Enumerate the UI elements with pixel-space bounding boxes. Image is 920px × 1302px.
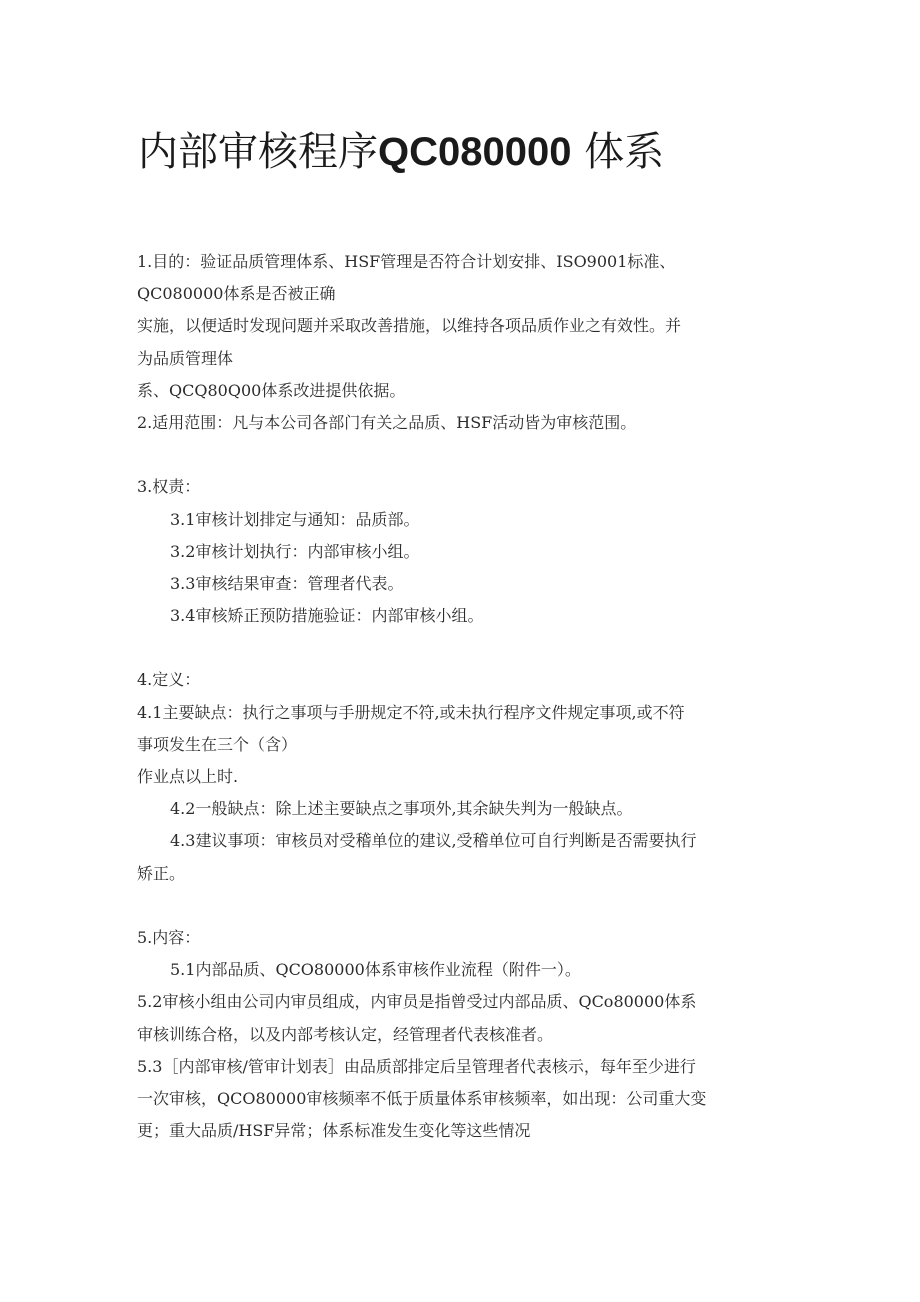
title-chinese-suffix: 体系 bbox=[571, 129, 665, 175]
body-line: 4.3建议事项：审核员对受稽单位的建议,受稽单位可自行判断是否需要执行 bbox=[170, 831, 697, 851]
blank-line bbox=[137, 439, 787, 471]
document-title bbox=[138, 126, 838, 178]
title-chinese-prefix: 内部审核程序 bbox=[138, 129, 378, 175]
body-line: 4.1主要缺点：执行之事项与手册规定不符,或未执行程序文件规定事项,或不符 bbox=[137, 702, 685, 722]
body-line: 5.内容： bbox=[137, 927, 201, 947]
body-line: 3.2审核计划执行：内部审核小组。 bbox=[170, 541, 420, 561]
body-line: 2.适用范围：凡与本公司各部门有关之品质、HSF活动皆为审核范围。 bbox=[137, 412, 637, 432]
body-line: 作业点以上时. bbox=[137, 767, 239, 786]
body-line: 3.权责： bbox=[137, 477, 201, 497]
body-line: 实施，以便适时发现问题并采取改善措施，以维持各项品质作业之有效性。并 bbox=[137, 316, 682, 336]
body-line: 审核训练合格，以及内部考核认定，经管理者代表核准者。 bbox=[137, 1024, 554, 1044]
body-line: 5.1内部品质、QCO80000体系审核作业流程（附件一）。 bbox=[170, 960, 581, 980]
body-line: QC080000体系是否被正确 bbox=[137, 284, 336, 304]
body-line: 3.1审核计划排定与通知：品质部。 bbox=[170, 509, 420, 529]
title-standard-code: QC080000 bbox=[378, 130, 572, 174]
document-body bbox=[137, 246, 787, 1147]
body-line: 1.目的：验证品质管理体系、HSF管理是否符合计划安排、ISO9001标准、 bbox=[137, 252, 676, 271]
body-line: 更；重大品质/HSF异常；体系标准发生变化等这些情况 bbox=[137, 1121, 531, 1141]
body-line: 3.3审核结果审查：管理者代表。 bbox=[170, 573, 404, 593]
body-line: 事项发生在三个（含） bbox=[137, 734, 298, 754]
body-line: 5.3［内部审核/管审计划表］由品质部排定后呈管理者代表核示，每年至少进行 bbox=[137, 1056, 696, 1076]
blank-line bbox=[137, 632, 787, 664]
body-line: 4.2一般缺点：除上述主要缺点之事项外,其余缺失判为一般缺点。 bbox=[170, 799, 633, 819]
body-line: 为品质管理体 bbox=[137, 348, 234, 368]
body-line: 系、QCQ80Q00体系改进提供依据。 bbox=[137, 380, 406, 400]
body-line: 矫正。 bbox=[137, 863, 186, 883]
body-line: 3.4审核矫正预防措施验证：内部审核小组。 bbox=[170, 606, 484, 626]
body-line: 一次审核，QCO80000审核频率不低于质量体系审核频率，如出现：公司重大变 bbox=[137, 1088, 707, 1108]
body-line: 5.2审核小组由公司内审员组成，内审员是指曾受过内部品质、QCo80000体系 bbox=[137, 992, 697, 1012]
blank-line bbox=[137, 890, 787, 922]
body-line: 4.定义： bbox=[137, 670, 201, 690]
